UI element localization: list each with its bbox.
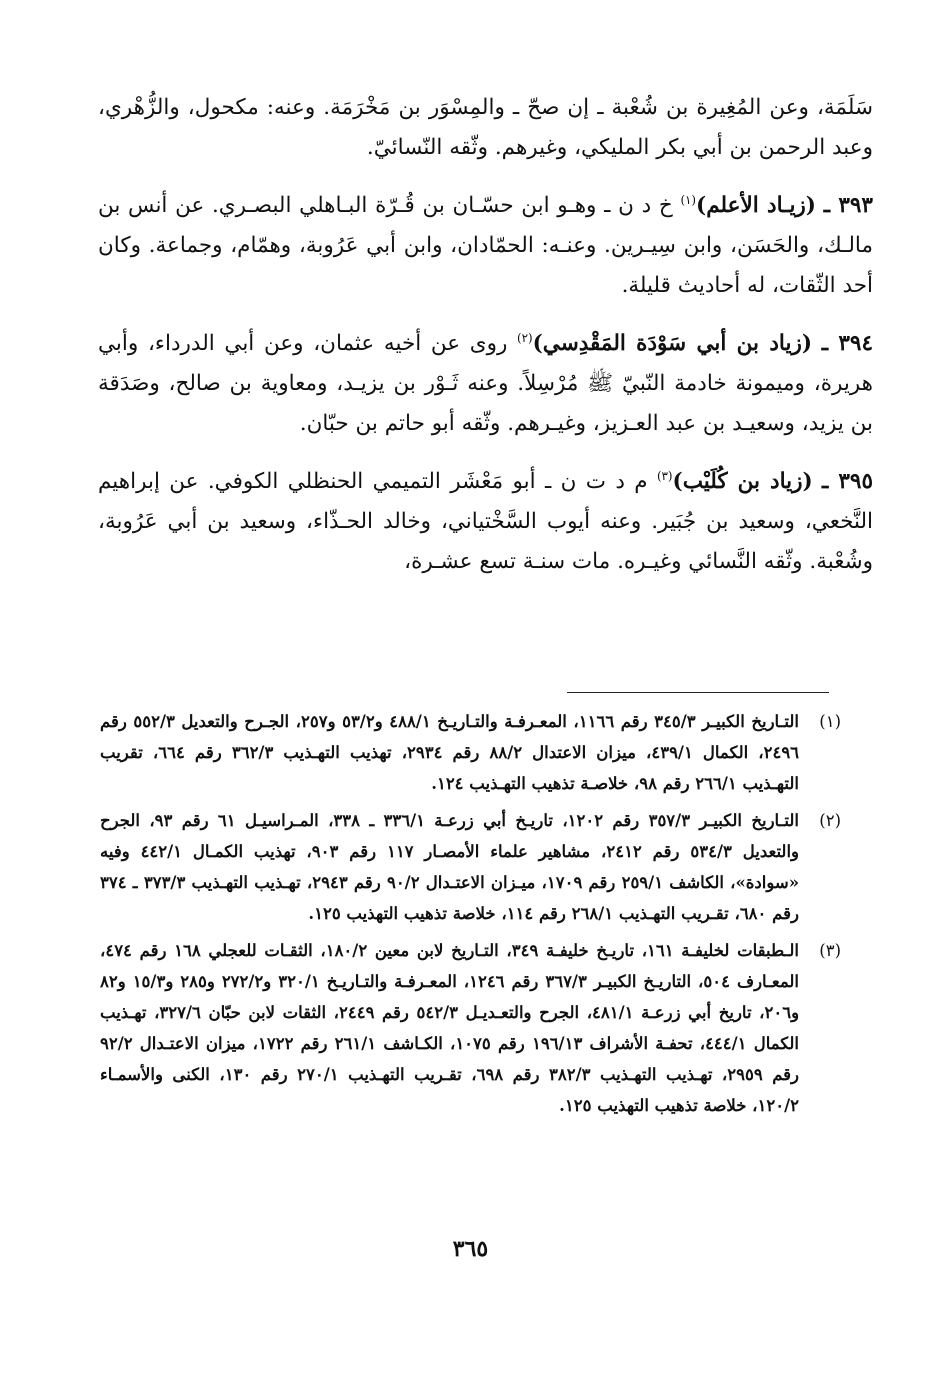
entry-394 bbox=[98, 324, 873, 444]
entry-text: م د ت ن ـ أبو مَعْشَر التميمي الحنظلي الكوفي. عن إبراهيم النَّخعي، وسعيد بن جُبَير. وعنه أيوب السَّخْتياني، وخالد الحـذّاء، وسعيد بن أبي عَرُوبة، وشُعْبة. وثّقه النَّسائي وغيـره. مات سنـة تسع عشـرة، bbox=[98, 469, 873, 574]
entry-number: ٣٩٥ ـ bbox=[822, 469, 873, 494]
footnotes bbox=[100, 706, 841, 1127]
entry-number: ٣٩٣ ـ bbox=[823, 193, 873, 218]
footnote-ref: (٢) bbox=[517, 330, 533, 345]
paragraph-continuation bbox=[98, 88, 873, 168]
footnote bbox=[100, 935, 841, 1121]
entry-heading: (زياد بن كُلَيْب) bbox=[672, 469, 813, 494]
main-text bbox=[98, 88, 873, 582]
footnote-separator bbox=[567, 692, 829, 693]
footnote-text: التـاريخ الكبيـر ٣٤٥/٣ رقم ١١٦٦، المعـرفـة والتـاريـخ ٤٨٨/١ و٥٣/٢ و٢٥٧، الجـرح والتعديل ٥٥٢/٣ رقم ٢٤٩٦، الكمال ٤٣٩/١، ميزان الاعتدال ٨٨/٢ رقم ٢٩٣٤، تهذيب التهـذيب ٣٦٢/٣ رقم ٦٦٤، تقريب التهـذيب ٢٦٦/١ رقم ٩٨، خلاصـة تذهيب التهـذيب ١٢٤. bbox=[100, 712, 800, 793]
page-number: ٣٦٥ bbox=[452, 1236, 489, 1262]
footnote-text: الـطبقات لخليفـة ١٦١، تاريـخ خليفـة ٣٤٩، التـاريخ لابن معين ١٨٠/٢، الثقـات للعجلي ١٦٨ رقم ٤٧٤، المعـارف ٥٠٤، التاريـخ الكبيـر ٣٦٧/٣ رقم ١٢٤٦، المعـرفـة والتـاريـخ ٣٢٠/١ و٢٧٢/٢ و٢٨٥ و١٥/٣ و٨٢ و٢٠٦، تاريخ أبي زرعـة ٤٨١/١، الجرح والتعـديـل ٥٤٢/٣ رقم ٢٤٤٩، الثقات لابن حبّان ٣٢٧/٦، تهـذيب الكمال ٤٤٤/١، تحفـة الأشراف ١٩٦/١٣ رقم ١٠٧٥، الكـاشف ٢٦١/١ رقم ١٧٢٢، ميزان الاعتـدال ٩٢/٢ رقم ٢٩٥٩، تهـذيب التهـذيب ٣٨٢/٣ رقم ٦٩٨، تقـريب التهـذيب ٢٧٠/١ رقم ١٣٠، الكنى والأسمـاء ١٢٠/٢، خلاصة تذهيب التهذيب ١٢٥. bbox=[100, 941, 800, 1115]
footnote-ref: (٣) bbox=[656, 468, 673, 483]
entry-text: روى عن أخيه عثمان، وعن أبي الدرداء، وأبي هريرة، وميمونة خادمة النّبيّ ﷺ مُرْسِلاً. وعنه ثَـوْر بن يزيـد، ومعاوية بن صالح، وصَدَقة بن يزيد، وسعيـد بن عبد العـزيز، وغيـرهم. وثّقه أبو حاتم بن حبّان. bbox=[98, 331, 873, 436]
entry-number: ٣٩٤ ـ bbox=[821, 331, 874, 356]
entry-heading: (زياد بن أبي سَوْدَة المَقْدِسي) bbox=[532, 331, 813, 356]
footnote-number: (٢) bbox=[819, 811, 841, 830]
footnote bbox=[100, 805, 841, 929]
footnote-number: (١) bbox=[819, 712, 841, 731]
footnote-number: (٣) bbox=[819, 941, 841, 960]
entry-heading: (زيـاد الأعلم) bbox=[696, 193, 816, 218]
entry-text: خ د ن ـ وهـو ابن حسّـان بن قُـرّة البـاهلي البصـري. عن أنس بن مالـك، والحَسَن، وابن سِيـرين. وعنـه: الحمّادان، وابن أبي عَرُوبة، وهمّام، وجماعة. وكان أحد الثّقات، له أحاديث قليلة. bbox=[98, 193, 874, 298]
entry-393 bbox=[98, 186, 873, 306]
entry-395 bbox=[98, 462, 873, 582]
paragraph-text: سَلَمَة، وعن المُغِيرة بن شُعْبة ـ إن صحّ ـ والمِسْوَر بن مَخْرَمَة. وعنه: مكحول، والزُّهْري، وعبد الرحمن بن أبي بكر المليكي، وغيرهم. وثّقه النّسائيّ. bbox=[98, 95, 873, 160]
footnote-ref: (١) bbox=[680, 192, 697, 207]
footnote bbox=[100, 706, 841, 799]
footnote-text: التـاريخ الكبيـر ٣٥٧/٣ رقم ١٢٠٢، تاريـخ أبي زرعـة ٣٣٦/١ ـ ٣٣٨، المـراسيـل ٦١ رقم ٩٣، الجرح والتعديل ٥٣٤/٣ رقم ٢٤١٢، مشاهير علماء الأمصـار ١١٧ رقم ٩٠٣، تهذيب الكمـال ٤٤٢/١ وفيه «سوادة»، الكاشف ٢٥٩/١ رقم ١٧٠٩، ميـزان الاعتـدال ٩٠/٢ رقم ٢٩٤٣، تهـذيب التهـذيب ٣٧٣/٣ ـ ٣٧٤ رقم ٦٨٠، تقـريب التهـذيب ٢٦٨/١ رقم ١١٤، خلاصة تذهيب التهذيب ١٢٥. bbox=[100, 811, 800, 923]
